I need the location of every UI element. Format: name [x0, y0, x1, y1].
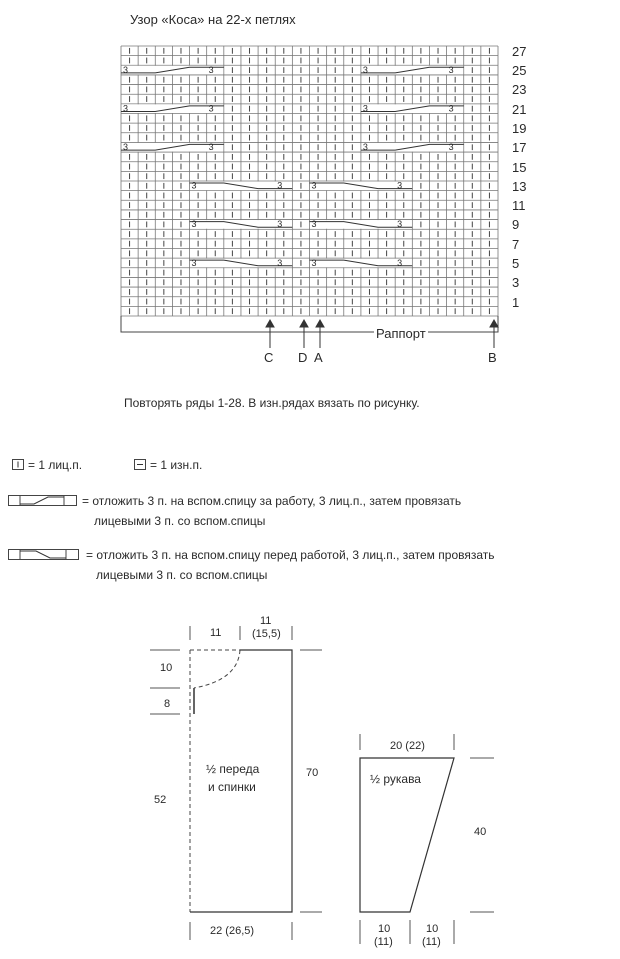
cable-count-right: 3: [448, 64, 454, 75]
repeat-note: Повторять ряды 1-28. В изн.рядах вязать по рисунку.: [124, 396, 420, 410]
row-number: 23: [512, 82, 527, 98]
cable-count-left: 3: [362, 142, 368, 153]
sleeve-schematic: [0, 600, 620, 959]
legend-cable-back-line2: лицевыми 3 п. со вспом.спицы: [94, 514, 266, 528]
cable-count-right: 3: [277, 180, 283, 191]
cable-count-left: 3: [123, 64, 129, 75]
neck-depth-dim: 10: [160, 662, 173, 674]
arrow-b: [490, 320, 498, 348]
legend-knit-symbol: [12, 458, 25, 476]
body-side-dim: 52: [154, 794, 167, 806]
row-number: 11: [512, 198, 526, 214]
body-label-2: и спинки: [208, 780, 256, 794]
row-number: 7: [512, 236, 520, 252]
marker-d: D: [298, 350, 308, 365]
cable-count-left: 3: [311, 219, 317, 230]
cable-count-left: 3: [191, 180, 197, 191]
row-number: 27: [512, 43, 527, 59]
cable-count-left: 3: [311, 257, 317, 268]
cable-count-right: 3: [448, 103, 454, 114]
cable-count-left: 3: [311, 180, 317, 191]
row-number: 15: [512, 159, 527, 175]
sleeve-bottom-left-dim-2: (11): [374, 936, 393, 948]
legend-cable-front-line2: лицевыми 3 п. со вспом.спицы: [96, 568, 268, 582]
arrow-d: [300, 320, 308, 348]
cable-count-right: 3: [208, 103, 214, 114]
rapport-bracket: [121, 316, 498, 332]
row-number: 21: [512, 101, 527, 117]
sleeve-bottom-right-dim-2: (11): [422, 936, 441, 948]
row-number: 9: [512, 217, 520, 233]
body-label-1: ½ переда: [206, 762, 260, 776]
legend-cable-front-line1: = отложить 3 п. на вспом.спицу перед работой, 3 лиц.п., затем провязать: [86, 548, 495, 562]
legend-purl-text: = 1 изн.п.: [150, 458, 203, 472]
body-top-left-dim: 11: [210, 627, 222, 639]
body-top-right-dim-1: 11: [260, 615, 272, 627]
row-number: 1: [512, 294, 520, 310]
sleeve-top-dim: 20 (22): [390, 740, 425, 752]
legend-cable-front-symbol: [8, 548, 80, 566]
rapport-label: Раппорт: [376, 326, 426, 341]
arrow-c: [266, 320, 274, 348]
cable-count-left: 3: [123, 142, 129, 153]
marker-a: A: [314, 350, 323, 365]
cable-count-right: 3: [397, 219, 403, 230]
cable-count-right: 3: [448, 142, 454, 153]
cable-count-right: 3: [397, 180, 403, 191]
chart-title: Узор «Коса» на 22-х петлях: [130, 12, 296, 27]
cable-count-right: 3: [208, 142, 214, 153]
cable-count-right: 3: [208, 64, 214, 75]
row-number: 3: [512, 275, 520, 291]
body-bottom-dim: 22 (26,5): [210, 925, 255, 937]
cable-count-left: 3: [362, 103, 368, 114]
body-top-right-dim-2: (15,5): [252, 628, 281, 640]
row-number: 17: [512, 140, 527, 156]
legend-cable-back-line1: = отложить 3 п. на вспом.спицу за работу, 3 лиц.п., затем провязать: [82, 494, 462, 508]
legend-knit-text: = 1 лиц.п.: [28, 458, 83, 472]
cable-count-left: 3: [191, 257, 197, 268]
sleeve-height-dim: 40: [474, 826, 487, 838]
grid-lines: [121, 46, 498, 316]
cable-count-right: 3: [277, 257, 283, 268]
legend-cable-back-symbol: [8, 494, 78, 512]
sleeve-bottom-left-dim-1: 10: [378, 923, 391, 935]
body-height-dim: 70: [306, 767, 319, 779]
knitting-chart-grid: [0, 0, 620, 380]
legend-purl-symbol: [134, 458, 147, 476]
row-number: 5: [512, 255, 520, 271]
row-number: 25: [512, 63, 527, 79]
cable-count-right: 3: [277, 219, 283, 230]
shoulder-drop-dim: 8: [164, 698, 171, 710]
arrow-a: [316, 320, 324, 348]
cable-count-left: 3: [362, 64, 368, 75]
marker-b: B: [488, 350, 497, 365]
cable-count-right: 3: [397, 257, 403, 268]
cable-count-left: 3: [191, 219, 197, 230]
cable-count-left: 3: [123, 103, 129, 114]
marker-c: C: [264, 350, 274, 365]
sleeve-label: ½ рукава: [370, 772, 421, 786]
row-number: 19: [512, 120, 527, 136]
sleeve-bottom-right-dim-1: 10: [426, 923, 439, 935]
row-number: 13: [512, 178, 527, 194]
